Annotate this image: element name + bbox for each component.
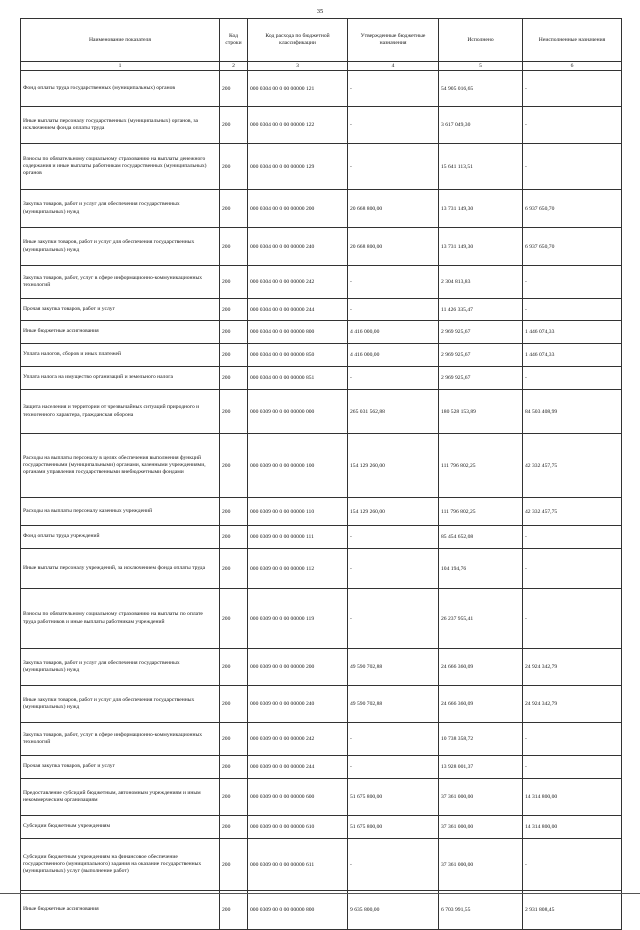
row-approved-value: - [348, 839, 439, 891]
row-approved-value: 20 668 800,00 [348, 228, 439, 266]
row-unexecuted-value: 14 314 800,00 [523, 779, 622, 816]
row-executed-value: 11 426 335,47 [439, 299, 523, 321]
table-row [21, 390, 622, 434]
table-row [21, 723, 622, 756]
row-budget-class-code: 000 0309 00 0 00 00000 200 [248, 649, 348, 686]
row-unexecuted-value: 2 931 808,45 [523, 891, 622, 930]
row-line-code: 200 [220, 756, 248, 779]
row-line-code: 200 [220, 71, 248, 107]
row-budget-class-code: 000 0309 00 0 00 00000 611 [248, 839, 348, 891]
row-approved-value: - [348, 71, 439, 107]
row-approved-value: - [348, 526, 439, 549]
row-unexecuted-value: 14 314 800,00 [523, 816, 622, 839]
row-indicator-name: Прочая закупка товаров, работ и услуг [21, 299, 220, 321]
row-budget-class-code: 000 0309 00 0 00 00000 600 [248, 779, 348, 816]
row-approved-value: - [348, 299, 439, 321]
header-unexecuted: Неисполненные назначения [523, 19, 622, 62]
row-line-code: 200 [220, 723, 248, 756]
table-row [21, 228, 622, 266]
row-indicator-name: Прочая закупка товаров, работ и услуг [21, 756, 220, 779]
row-executed-value: 3 617 049,30 [439, 107, 523, 144]
header-indicator-name: Наименование показателя [21, 19, 220, 62]
table-row [21, 266, 622, 299]
row-budget-class-code: 000 0304 00 0 00 00000 240 [248, 228, 348, 266]
row-budget-class-code: 000 0309 00 0 00 00000 240 [248, 686, 348, 723]
header-line-code: Код строки [220, 19, 248, 62]
row-line-code: 200 [220, 779, 248, 816]
row-indicator-name: Закупка товаров, работ и услуг для обеспечения государственных (муниципальных) нужд [21, 649, 220, 686]
row-executed-value: 2 969 925,67 [439, 344, 523, 367]
row-unexecuted-value: - [523, 107, 622, 144]
row-executed-value: 54 905 016,65 [439, 71, 523, 107]
row-unexecuted-value: - [523, 266, 622, 299]
row-approved-value: - [348, 723, 439, 756]
row-budget-class-code: 000 0304 00 0 00 00000 800 [248, 321, 348, 344]
row-budget-class-code: 000 0304 00 0 00 00000 851 [248, 367, 348, 390]
row-executed-value: 104 194,76 [439, 549, 523, 589]
row-executed-value: 2 969 925,67 [439, 367, 523, 390]
row-executed-value: 111 796 802,25 [439, 434, 523, 498]
row-indicator-name: Субсидии бюджетным учреждениям на финансовое обеспечение государственного (муниципального) задания на оказание государственных (муниципальных) услуг (выполнение работ) [21, 839, 220, 891]
table-row [21, 816, 622, 839]
row-line-code: 200 [220, 299, 248, 321]
row-line-code: 200 [220, 144, 248, 190]
row-line-code: 200 [220, 589, 248, 649]
row-unexecuted-value: - [523, 367, 622, 390]
row-executed-value: 2 304 813,83 [439, 266, 523, 299]
row-approved-value: - [348, 549, 439, 589]
row-indicator-name: Иные выплаты персоналу учреждений, за исключением фонда оплаты труда [21, 549, 220, 589]
header-approved: Утвержденные бюджетные назначения [348, 19, 439, 62]
row-executed-value: 111 796 802,25 [439, 498, 523, 526]
row-approved-value: 265 031 562,88 [348, 390, 439, 434]
table-row [21, 321, 622, 344]
column-number-row [21, 62, 622, 71]
row-executed-value: 180 528 153,89 [439, 390, 523, 434]
row-line-code: 200 [220, 321, 248, 344]
row-budget-class-code: 000 0304 00 0 00 00000 129 [248, 144, 348, 190]
table-row [21, 686, 622, 723]
row-budget-class-code: 000 0304 00 0 00 00000 122 [248, 107, 348, 144]
row-executed-value: 37 361 000,00 [439, 839, 523, 891]
row-executed-value: 2 969 925,67 [439, 321, 523, 344]
row-unexecuted-value: - [523, 839, 622, 891]
row-line-code: 200 [220, 649, 248, 686]
row-budget-class-code: 000 0309 00 0 00 00000 000 [248, 390, 348, 434]
row-line-code: 200 [220, 367, 248, 390]
row-approved-value: - [348, 144, 439, 190]
row-approved-value: 49 590 702,88 [348, 686, 439, 723]
table-row [21, 367, 622, 390]
row-indicator-name: Защита населения и территории от чрезвычайных ситуаций природного и техногенного характера, гражданская оборона [21, 390, 220, 434]
row-budget-class-code: 000 0309 00 0 00 00000 242 [248, 723, 348, 756]
row-indicator-name: Расходы на выплаты персоналу в целях обеспечения выполнения функций государственными (муниципальными) органами, казенными учреждениями, органами управления государственными внебюджетными фондами [21, 434, 220, 498]
row-line-code: 200 [220, 107, 248, 144]
row-budget-class-code: 000 0304 00 0 00 00000 200 [248, 190, 348, 228]
row-unexecuted-value: 6 937 650,70 [523, 228, 622, 266]
table-row [21, 299, 622, 321]
row-approved-value: - [348, 367, 439, 390]
row-budget-class-code: 000 0309 00 0 00 00000 110 [248, 498, 348, 526]
row-unexecuted-value: - [523, 526, 622, 549]
row-approved-value: - [348, 107, 439, 144]
row-executed-value: 37 361 000,00 [439, 779, 523, 816]
row-approved-value: 154 129 260,00 [348, 434, 439, 498]
column-number: 1 [21, 62, 220, 71]
row-approved-value: 154 129 260,00 [348, 498, 439, 526]
row-budget-class-code: 000 0309 00 0 00 00000 800 [248, 891, 348, 930]
row-indicator-name: Закупка товаров, работ и услуг для обеспечения государственных (муниципальных) нужд [21, 190, 220, 228]
column-number: 6 [523, 62, 622, 71]
row-line-code: 200 [220, 891, 248, 930]
column-number: 2 [220, 62, 248, 71]
row-line-code: 200 [220, 344, 248, 367]
row-unexecuted-value: 6 937 650,70 [523, 190, 622, 228]
row-unexecuted-value: 1 446 074,33 [523, 344, 622, 367]
row-line-code: 200 [220, 434, 248, 498]
table-row [21, 526, 622, 549]
row-unexecuted-value: 42 332 457,75 [523, 498, 622, 526]
row-approved-value: 51 675 800,00 [348, 816, 439, 839]
row-indicator-name: Уплата налогов, сборов и иных платежей [21, 344, 220, 367]
row-executed-value: 6 703 991,55 [439, 891, 523, 930]
row-unexecuted-value: - [523, 589, 622, 649]
row-executed-value: 85 454 652,08 [439, 526, 523, 549]
row-approved-value: 4 416 000,00 [348, 344, 439, 367]
page-bottom-rule [0, 893, 640, 894]
table-row [21, 839, 622, 891]
row-approved-value: - [348, 756, 439, 779]
table-row [21, 344, 622, 367]
row-executed-value: 10 738 358,72 [439, 723, 523, 756]
row-approved-value: 9 635 800,00 [348, 891, 439, 930]
row-indicator-name: Фонд оплаты труда учреждений [21, 526, 220, 549]
row-unexecuted-value: - [523, 549, 622, 589]
row-indicator-name: Взносы по обязательному социальному страхованию на выплаты по оплате труда работников и иные выплаты работникам учреждений [21, 589, 220, 649]
row-indicator-name: Взносы по обязательному социальному страхованию на выплаты денежного содержания и иные выплаты работникам государственных (муниципальных) органов [21, 144, 220, 190]
table-row [21, 779, 622, 816]
row-indicator-name: Расходы на выплаты персоналу казенных учреждений [21, 498, 220, 526]
row-executed-value: 13 731 149,30 [439, 228, 523, 266]
row-executed-value: 13 731 149,30 [439, 190, 523, 228]
row-approved-value: - [348, 589, 439, 649]
budget-expenses-table [20, 18, 622, 930]
row-executed-value: 24 666 360,09 [439, 686, 523, 723]
row-approved-value: 20 668 800,00 [348, 190, 439, 228]
row-unexecuted-value: - [523, 299, 622, 321]
table-row [21, 891, 622, 930]
column-number: 3 [248, 62, 348, 71]
row-executed-value: 15 641 113,51 [439, 144, 523, 190]
row-budget-class-code: 000 0309 00 0 00 00000 244 [248, 756, 348, 779]
table-row [21, 190, 622, 228]
row-executed-value: 26 237 955,41 [439, 589, 523, 649]
row-executed-value: 13 928 001,37 [439, 756, 523, 779]
row-indicator-name: Иные закупки товаров, работ и услуг для обеспечения государственных (муниципальных) нужд [21, 686, 220, 723]
column-number: 4 [348, 62, 439, 71]
row-indicator-name: Закупка товаров, работ, услуг в сфере информационно-коммуникационных технологий [21, 723, 220, 756]
table-row [21, 549, 622, 589]
row-line-code: 200 [220, 839, 248, 891]
table-row [21, 144, 622, 190]
row-indicator-name: Иные бюджетные ассигнования [21, 891, 220, 930]
table-row [21, 589, 622, 649]
row-unexecuted-value: 84 503 408,99 [523, 390, 622, 434]
table-row [21, 71, 622, 107]
row-line-code: 200 [220, 498, 248, 526]
header-executed: Исполнено [439, 19, 523, 62]
row-line-code: 200 [220, 686, 248, 723]
row-unexecuted-value: - [523, 723, 622, 756]
row-unexecuted-value: 24 924 342,79 [523, 686, 622, 723]
row-executed-value: 24 666 360,09 [439, 649, 523, 686]
row-unexecuted-value: - [523, 71, 622, 107]
column-number: 5 [439, 62, 523, 71]
page-number: 35 [316, 8, 324, 15]
row-line-code: 200 [220, 228, 248, 266]
row-executed-value: 37 361 000,00 [439, 816, 523, 839]
row-indicator-name: Закупка товаров, работ, услуг в сфере информационно-коммуникационных технологий [21, 266, 220, 299]
table-row [21, 498, 622, 526]
row-budget-class-code: 000 0309 00 0 00 00000 119 [248, 589, 348, 649]
table-row [21, 649, 622, 686]
row-unexecuted-value: 24 924 342,79 [523, 649, 622, 686]
row-line-code: 200 [220, 266, 248, 299]
row-indicator-name: Предоставление субсидий бюджетным, автономным учреждениям и иным некоммерческим организациям [21, 779, 220, 816]
row-unexecuted-value: 1 446 074,33 [523, 321, 622, 344]
row-line-code: 200 [220, 190, 248, 228]
row-line-code: 200 [220, 549, 248, 589]
row-budget-class-code: 000 0309 00 0 00 00000 100 [248, 434, 348, 498]
row-indicator-name: Уплата налога на имущество организаций и земельного налога [21, 367, 220, 390]
row-indicator-name: Субсидии бюджетным учреждениям [21, 816, 220, 839]
row-indicator-name: Иные бюджетные ассигнования [21, 321, 220, 344]
row-line-code: 200 [220, 390, 248, 434]
row-budget-class-code: 000 0304 00 0 00 00000 121 [248, 71, 348, 107]
row-budget-class-code: 000 0309 00 0 00 00000 112 [248, 549, 348, 589]
row-unexecuted-value: 42 332 457,75 [523, 434, 622, 498]
row-approved-value: - [348, 266, 439, 299]
header-budget-class-code: Код расхода по бюджетной классификации [248, 19, 348, 62]
row-line-code: 200 [220, 816, 248, 839]
row-indicator-name: Иные закупки товаров, работ и услуг для обеспечения государственных (муниципальных) нужд [21, 228, 220, 266]
row-indicator-name: Иные выплаты персоналу государственных (муниципальных) органов, за исключением фонда оплаты труда [21, 107, 220, 144]
table-row [21, 107, 622, 144]
table-row [21, 434, 622, 498]
row-budget-class-code: 000 0309 00 0 00 00000 610 [248, 816, 348, 839]
row-unexecuted-value: - [523, 756, 622, 779]
row-approved-value: 4 416 000,00 [348, 321, 439, 344]
row-line-code: 200 [220, 526, 248, 549]
row-budget-class-code: 000 0304 00 0 00 00000 244 [248, 299, 348, 321]
table-header-row [21, 19, 622, 62]
row-approved-value: 51 675 800,00 [348, 779, 439, 816]
row-approved-value: 49 590 702,88 [348, 649, 439, 686]
row-budget-class-code: 000 0304 00 0 00 00000 242 [248, 266, 348, 299]
table-row [21, 756, 622, 779]
row-budget-class-code: 000 0304 00 0 00 00000 850 [248, 344, 348, 367]
row-budget-class-code: 000 0309 00 0 00 00000 111 [248, 526, 348, 549]
row-unexecuted-value: - [523, 144, 622, 190]
row-indicator-name: Фонд оплаты труда государственных (муниципальных) органов [21, 71, 220, 107]
